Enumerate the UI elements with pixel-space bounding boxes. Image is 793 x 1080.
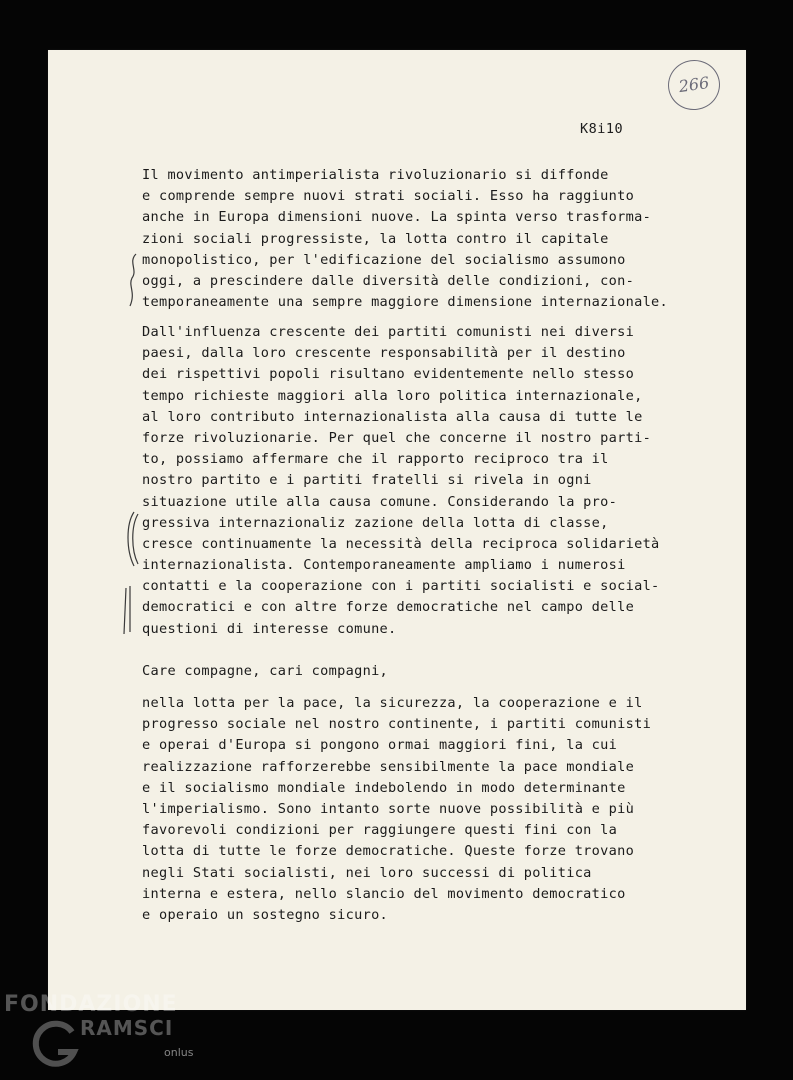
watermark-suffix: onlus [164, 1046, 194, 1059]
text-line: l'imperialismo. Sono intanto sorte nuove possibilità e più [142, 800, 635, 817]
text-line: democratici e con altre forze democratiche nel campo delle [142, 599, 635, 616]
text-line: situazione utile alla causa comune. Considerando la pro- [142, 493, 618, 510]
text-line: e operaio un sostegno sicuro. [142, 906, 389, 923]
text-line: questioni di interesse comune. [142, 620, 397, 637]
text-line: to, possiamo affermare che il rapporto reciproco tra il [142, 451, 609, 468]
paragraph-3 [142, 693, 702, 926]
text-line: favorevoli condizioni per raggiungere questi fini con la [142, 822, 618, 839]
text-line: realizzazione rafforzerebbe sensibilmente la pace mondiale [142, 758, 635, 775]
text-line: dei rispettivi popoli risultano evidentemente nello stesso [142, 366, 635, 383]
text-line: interna e estera, nello slancio del movimento democratico [142, 885, 626, 902]
text-line: gressiva internazionaliz zazione della lotta di classe, [142, 514, 609, 531]
text-line: monopolistico, per l'edificazione del socialismo assumono [142, 251, 626, 268]
document-id: K8i10 [580, 121, 624, 137]
text-line: lotta di tutte le forze democratiche. Queste forze trovano [142, 843, 635, 860]
text-line: e comprende sempre nuovi strati sociali. Esso ha raggiunto [142, 188, 635, 205]
text-line: forze rivoluzionarie. Per quel che concerne il nostro parti- [142, 429, 652, 446]
text-line: internazionalista. Contemporaneamente ampliamo i numerosi [142, 557, 626, 574]
page-number-stamp: 266 [665, 57, 723, 114]
salutation-line: Care compagne, cari compagni, [142, 663, 389, 679]
text-line: progresso sociale nel nostro continente, i partiti comunisti [142, 716, 652, 733]
watermark-g-logo [30, 1018, 82, 1070]
text-line: al loro contributo internazionalista alla causa di tutte le [142, 408, 643, 425]
text-line: Il movimento antimperialista rivoluzionario si diffonde [142, 167, 609, 183]
text-line: anche in Europa dimensioni nuove. La spinta verso trasforma- [142, 209, 652, 226]
text-line: temporaneamente una sempre maggiore dimensione internazionale. [142, 294, 669, 311]
paragraph-1 [142, 165, 702, 313]
paragraph-2 [142, 322, 702, 640]
watermark [4, 990, 204, 1076]
margin-double-line-mark [120, 510, 142, 570]
text-line: tempo richieste maggiori alla loro politica internazionale, [142, 387, 643, 404]
salutation [142, 661, 702, 682]
text-line: negli Stati socialisti, nei loro successi di politica [142, 864, 592, 881]
text-line: Dall'influenza crescente dei partiti comunisti nei diversi [142, 324, 635, 340]
text-line: nostro partito e i partiti fratelli si rivela in ogni [142, 472, 592, 489]
watermark-line2: RAMSCI [80, 1016, 174, 1040]
text-line: e operai d'Europa si pongono ormai maggiori fini, la cui [142, 737, 618, 754]
margin-vertical-mark [118, 584, 138, 638]
text-line: oggi, a prescindere dalle diversità delle condizioni, con- [142, 272, 635, 289]
text-line: cresce continuamente la necessità della reciproca solidarietà [142, 535, 660, 552]
text-line: contatti e la cooperazione con i partiti socialisti e social- [142, 578, 660, 595]
text-line: nella lotta per la pace, la sicurezza, la cooperazione e il [142, 695, 643, 711]
text-line: e il socialismo mondiale indebolendo in modo determinante [142, 779, 626, 796]
margin-bracket-mark [124, 250, 144, 310]
text-line: zioni sociali progressiste, la lotta contro il capitale [142, 230, 609, 247]
watermark-line1: FONDAZIONE [4, 992, 178, 1017]
text-line: paesi, dalla loro crescente responsabilità per il destino [142, 345, 626, 362]
